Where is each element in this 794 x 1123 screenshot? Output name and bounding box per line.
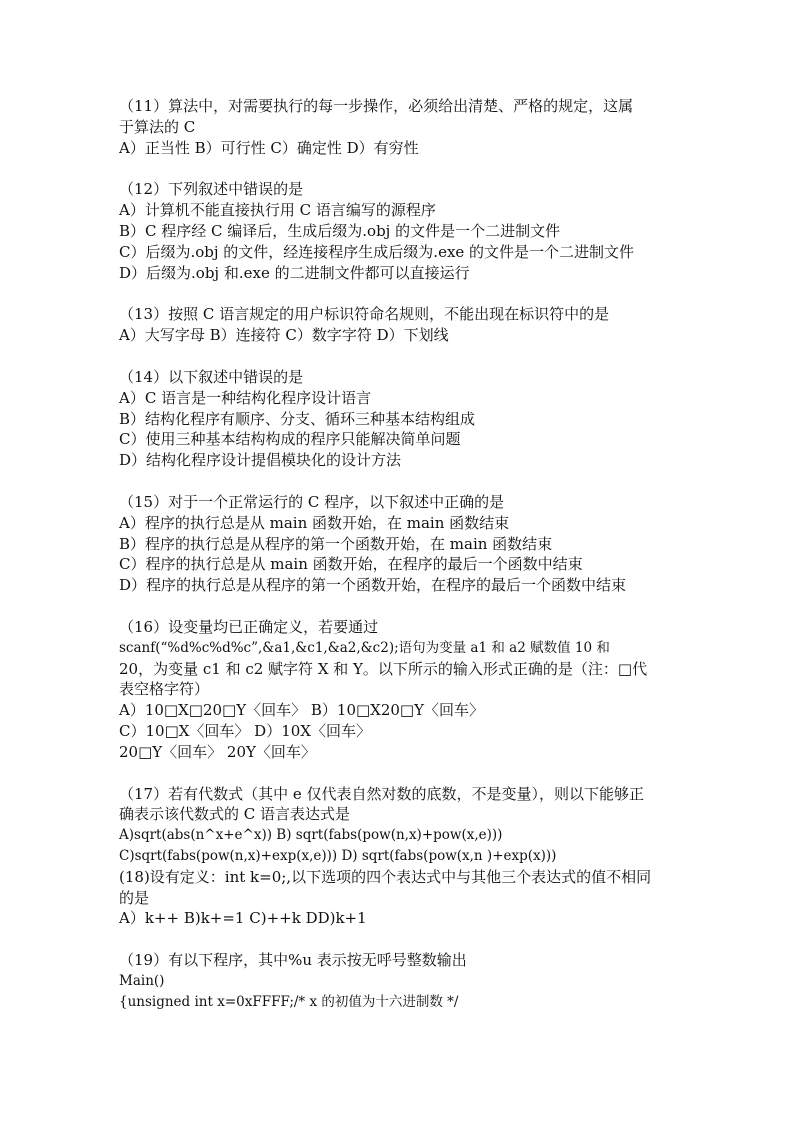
option-a: A）计算机不能直接执行用 C 语言编写的源程序 <box>119 201 436 220</box>
answer-options: A）10□X□20□Y〈回车〉 B）10□X20□Y〈回车〉 <box>119 701 484 720</box>
answer-options: A）正当性 B）可行性 C）确定性 D）有穷性 <box>119 138 419 157</box>
question-line: （17）若有代数式（其中 e 仅代表自然对数的底数，不是变量），则以下能够正 <box>119 784 645 803</box>
answer-options: C）10□X〈回车〉 D）10X〈回车〉 <box>119 721 371 740</box>
question-line: （16）设变量均已正确定义，若要通过 <box>119 617 379 636</box>
question-line: 于算法的 C <box>119 117 196 136</box>
answer-options: A）k++ B)k+=1 C)++k DD)k+1 <box>119 909 367 928</box>
question-18-line: 的是 <box>119 888 150 907</box>
option-c: C）程序的执行总是从 main 函数开始，在程序的最后一个函数中结束 <box>119 555 583 574</box>
option-d: D）程序的执行总是从程序的第一个函数开始，在程序的最后一个函数中结束 <box>119 576 627 595</box>
answer-options: C)sqrt(fabs(pow(n,x)+exp(x,e))) D) sqrt(fabs(pow(x,n )+exp(x))) <box>119 847 557 864</box>
option-d: D）结构化程序设计提倡模块化的设计方法 <box>119 451 402 470</box>
question-12 <box>119 179 679 283</box>
option-c: C）使用三种基本结构构成的程序只能解决简单问题 <box>119 430 461 449</box>
question-line: （19）有以下程序，其中%u 表示按无呼号整数输出 <box>119 951 467 970</box>
option-b: B）程序的执行总是从程序的第一个函数开始，在 main 函数结束 <box>119 534 553 553</box>
question-17 <box>119 784 679 930</box>
question-line: 确表示该代数式的 C 语言表达式是 <box>119 805 351 824</box>
question-line: （12）下列叙述中错误的是 <box>119 180 304 199</box>
question-line: （14）以下叙述中错误的是 <box>119 367 304 386</box>
question-18-line: (18)设有定义：int k=0;,以下选项的四个表达式中与其他三个表达式的值不相同 <box>119 867 652 886</box>
question-19 <box>119 950 679 1012</box>
option-d: D）后缀为.obj 和.exe 的二进制文件都可以直接运行 <box>119 263 470 282</box>
answer-options: A)sqrt(abs(n^x+e^x)) B) sqrt(fabs(pow(n,x)+pow(x,e))) <box>119 827 503 844</box>
question-line: 表空格字符） <box>119 680 210 699</box>
question-line: 20，为变量 c1 和 c2 赋字符 X 和 Y。以下所示的输入形式正确的是（注：□代 <box>119 659 648 678</box>
code-line: Main() <box>119 972 165 989</box>
question-13 <box>119 304 679 346</box>
question-line: scanf(“%d%c%d%c”,&a1,&c1,&a2,&c2);语句为变量 a1 和 a2 赋数值 10 和 <box>119 639 610 656</box>
option-b: B）C 程序经 C 编译后，生成后缀为.obj 的文件是一个二进制文件 <box>119 221 561 240</box>
code-line: {unsigned int x=0xFFFF;/* x 的初值为十六进制数 */ <box>119 993 459 1010</box>
option-a: A）程序的执行总是从 main 函数开始，在 main 函数结束 <box>119 513 510 532</box>
answer-options: 20□Y〈回车〉 20Y〈回车〉 <box>119 742 316 761</box>
question-14 <box>119 367 679 471</box>
question-line: （11）算法中，对需要执行的每一步操作，必须给出清楚、严格的规定，这属 <box>119 97 634 115</box>
document-content <box>119 96 679 1012</box>
answer-options: A）大写字母 B）连接符 C）数字字符 D）下划线 <box>119 326 449 345</box>
question-line: （13）按照 C 语言规定的用户标识符命名规则，不能出现在标识符中的是 <box>119 305 610 324</box>
option-a: A）C 语言是一种结构化程序设计语言 <box>119 388 372 407</box>
question-15 <box>119 492 679 596</box>
question-11 <box>119 96 679 158</box>
question-line: （15）对于一个正常运行的 C 程序，以下叙述中正确的是 <box>119 492 505 511</box>
option-c: C）后缀为.obj 的文件，经连接程序生成后缀为.exe 的文件是一个二进制文件 <box>119 242 635 261</box>
option-b: B）结构化程序有顺序、分支、循环三种基本结构组成 <box>119 409 476 428</box>
question-16 <box>119 617 679 763</box>
